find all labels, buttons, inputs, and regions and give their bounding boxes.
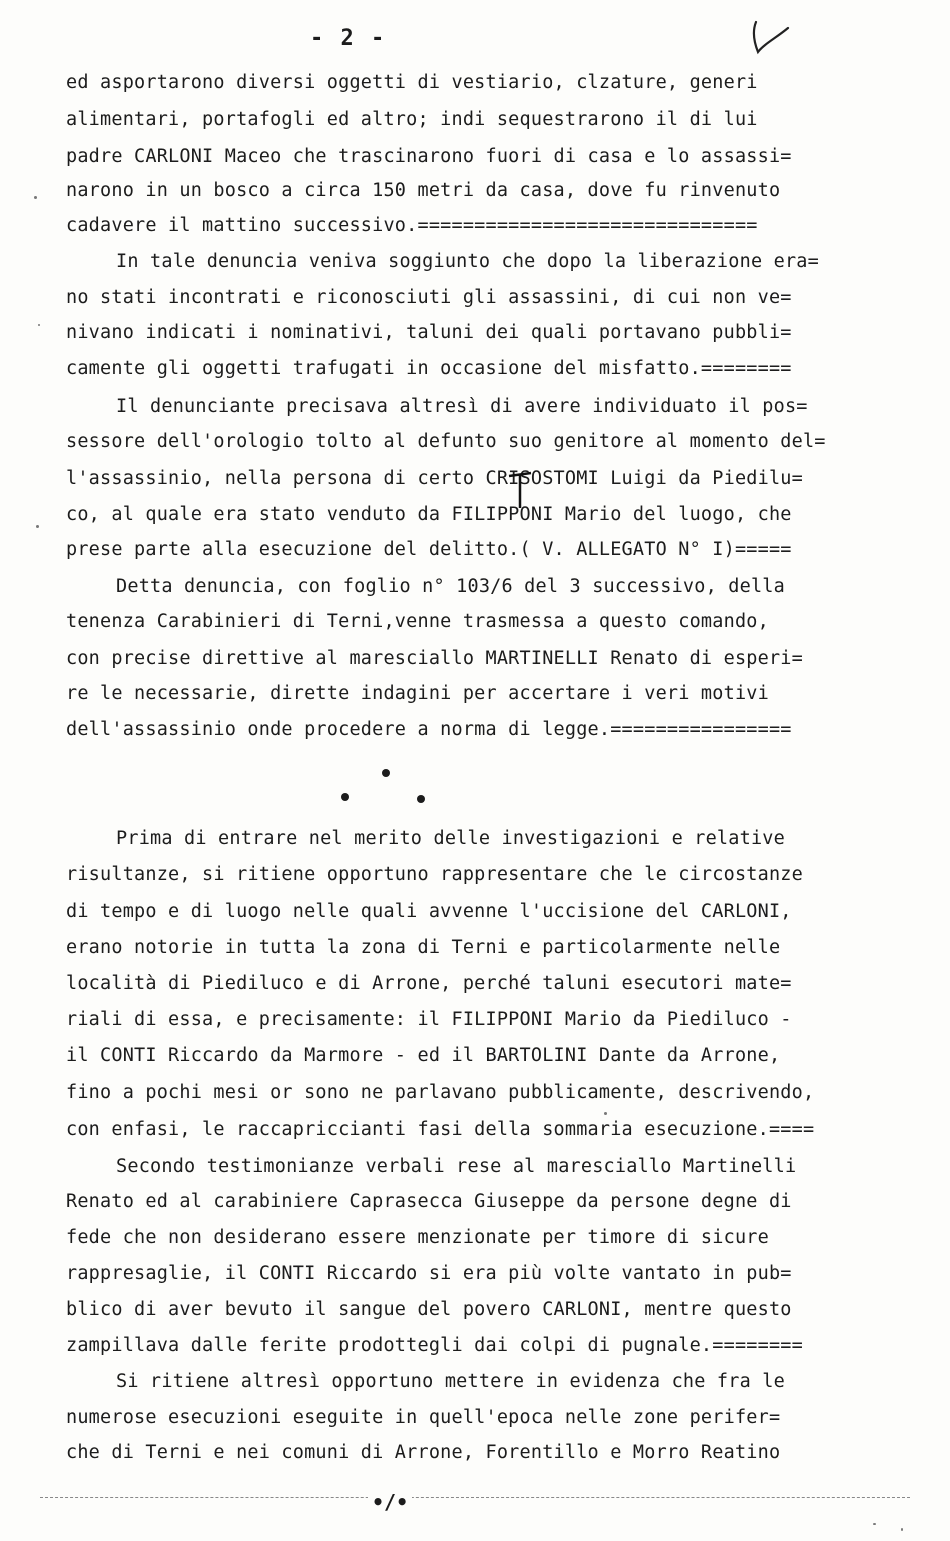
paper-speck bbox=[38, 324, 40, 326]
text-line: Secondo testimonianze verbali rese al maresciallo Martinelli bbox=[82, 1156, 797, 1177]
text-line: erano notorie in tutta la zona di Terni e particolarmente nelle bbox=[66, 937, 781, 958]
handwritten-numeral-mark bbox=[742, 14, 802, 64]
separator-dot bbox=[341, 793, 349, 801]
text-line: In tale denuncia veniva soggiunto che dopo la liberazione era= bbox=[82, 251, 819, 272]
text-line: il CONTI Riccardo da Marmore - ed il BARTOLINI Dante da Arrone, bbox=[66, 1045, 781, 1066]
text-line: dell'assassinio onde procedere a norma di legge.================ bbox=[66, 719, 792, 740]
text-line: narono in un bosco a circa 150 metri da casa, dove fu rinvenuto bbox=[66, 180, 781, 201]
text-line: Prima di entrare nel merito delle investigazioni e relative bbox=[82, 828, 785, 849]
text-line: Il denunciante precisava altresì di avere individuato il pos= bbox=[82, 396, 808, 417]
ink-stroke-mark bbox=[507, 470, 533, 510]
text-line: con enfasi, le raccapriccianti fasi della sommaria esecuzione.==== bbox=[66, 1119, 815, 1140]
text-line: Renato ed al carabiniere Caprasecca Giuseppe da persone degne di bbox=[66, 1191, 792, 1212]
text-line: Si ritiene altresì opportuno mettere in evidenza che fra le bbox=[82, 1371, 785, 1392]
section-separator-dots bbox=[335, 765, 445, 810]
text-line: ed asportarono diversi oggetti di vestiario, clzature, generi bbox=[66, 72, 758, 93]
separator-dot bbox=[382, 769, 390, 777]
text-line: no stati incontrati e riconosciuti gli assassini, di cui non ve= bbox=[66, 287, 792, 308]
paper-speck bbox=[34, 196, 37, 199]
text-line: cadavere il mattino successivo.============================== bbox=[66, 215, 758, 236]
text-line: località di Piediluco e di Arrone, perché taluni esecutori mate= bbox=[66, 973, 792, 994]
text-line: sessore dell'orologio tolto al defunto suo genitore al momento del= bbox=[66, 431, 826, 452]
text-line: alimentari, portafogli ed altro; indi sequestrarono il di lui bbox=[66, 109, 758, 130]
footer-continuation-mark: •/• bbox=[368, 1490, 412, 1514]
paper-speck bbox=[873, 1523, 876, 1525]
footer-dashed-rule bbox=[40, 1497, 910, 1498]
separator-dot bbox=[417, 795, 425, 803]
text-line: blico di aver bevuto il sangue del povero CARLONI, mentre questo bbox=[66, 1299, 792, 1320]
text-line: prese parte alla esecuzione del delitto.( V. ALLEGATO N° I)===== bbox=[66, 539, 792, 560]
text-line: camente gli oggetti trafugati in occasione del misfatto.======== bbox=[66, 358, 792, 379]
text-line: tenenza Carabinieri di Terni,venne trasmessa a questo comando, bbox=[66, 611, 769, 632]
text-line: fede che non desiderano essere menzionate per timore di sicure bbox=[66, 1227, 769, 1248]
text-line: risultanze, si ritiene opportuno rappresentare che le circostanze bbox=[66, 864, 803, 885]
text-line: di tempo e di luogo nelle quali avvenne l'uccisione del CARLONI, bbox=[66, 901, 792, 922]
text-line: che di Terni e nei comuni di Arrone, Forentillo e Morro Reatino bbox=[66, 1442, 781, 1463]
text-line: Detta denuncia, con foglio n° 103/6 del 3 successivo, della bbox=[82, 576, 785, 597]
paper-speck bbox=[901, 1528, 903, 1531]
text-line: rappresaglie, il CONTI Riccardo si era più volte vantato in pub= bbox=[66, 1263, 792, 1284]
text-line: con precise direttive al maresciallo MARTINELLI Renato di esperi= bbox=[66, 648, 803, 669]
text-line: re le necessarie, dirette indagini per accertare i veri motivi bbox=[66, 683, 769, 704]
text-line: numerose esecuzioni eseguite in quell'epoca nelle zone perifer= bbox=[66, 1407, 781, 1428]
text-line: padre CARLONI Maceo che trascinarono fuori di casa e lo assassi= bbox=[66, 146, 792, 167]
text-line: fino a pochi mesi or sono ne parlavano pubblicamente, descrivendo, bbox=[66, 1082, 815, 1103]
text-line: l'assassinio, nella persona di certo CRISOSTOMI Luigi da Piedilu= bbox=[66, 468, 803, 489]
text-line: co, al quale era stato venduto da FILIPPONI Mario del luogo, che bbox=[66, 504, 792, 525]
text-line: nivano indicati i nominativi, taluni dei quali portavano pubbli= bbox=[66, 322, 792, 343]
paper-speck bbox=[604, 1112, 607, 1115]
text-line: riali di essa, e precisamente: il FILIPPONI Mario da Piediluco - bbox=[66, 1009, 792, 1030]
paper-speck bbox=[36, 525, 39, 528]
text-line: zampillava dalle ferite prodottegli dai colpi di pugnale.======== bbox=[66, 1335, 803, 1356]
page-number: - 2 - bbox=[310, 26, 387, 51]
